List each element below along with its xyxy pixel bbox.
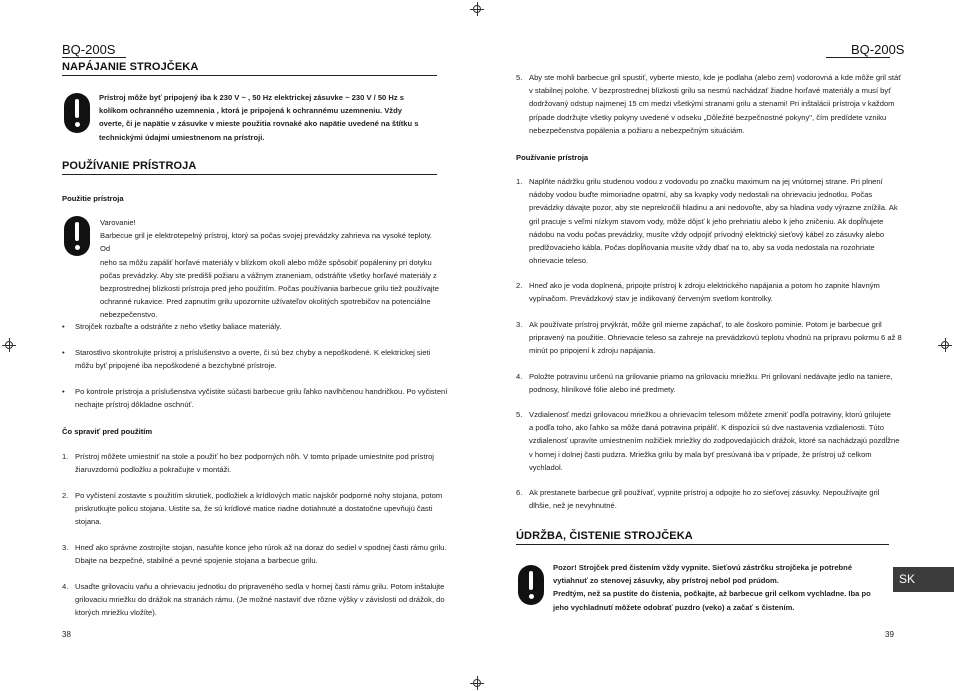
language-tab: SK xyxy=(893,567,954,592)
page-number: 38 xyxy=(62,630,71,639)
item-marker: • xyxy=(62,387,65,396)
text-line: stojana. xyxy=(75,517,102,527)
item-marker: • xyxy=(62,348,65,357)
item-body xyxy=(529,370,909,396)
text-line: Predtým, než sa pustíte do čistenia, počkajte, až barbecue gril celkom vychladne. Iba po xyxy=(553,589,871,599)
text-line: predlžovacieho kábla. Počas dopĺňovania musíte vždy dbať na to, aby sa voda nedostala na rozohriate xyxy=(529,243,875,253)
text-line: neho sa môžu zapáliť horľavé materiály v blízkom okolí alebo môže spôsobiť popáleniny pri dotyku xyxy=(100,257,432,267)
item-body xyxy=(75,320,455,333)
text-line: dlhšie, než je nevyhnutné. xyxy=(529,501,617,511)
text-line: Vzdialenosť medzi grilovacou mriežkou a ohrievacím telesom môžete zmeniť podľa potraviny, ktorú grilujete xyxy=(529,410,891,419)
text-line: žiaruvzdornú podložku a pokračujte v montáži. xyxy=(75,465,232,475)
text-line: Starostlivo skontrolujte prístroj a príslušenstvo a overte, či sú bez chyby a nepoškodené. K elektrickej sieti xyxy=(75,348,431,357)
item-body xyxy=(529,175,909,267)
item-body xyxy=(529,408,909,474)
text-line: nebezpečenstvo. xyxy=(100,310,158,320)
text-line: Hneď ako správne zostrojíte stojan, nasuňte konce jeho rúrok až na doraz do sediel v spodnej časti rámu grilu. xyxy=(75,543,447,552)
text-line: Naplňte nádržku grilu studenou vodou z vodovodu po značku maximum na jej vnútornej strane. Pri plnení xyxy=(529,177,883,186)
text-line: Po kontrole prístroja a príslušenstva vyčistite súčasti barbecue grilu ľahko navlhčenou handričkou. Po vyčistení xyxy=(75,387,448,396)
item-marker: 3. xyxy=(516,320,523,329)
section-rule xyxy=(516,544,889,545)
text-line: bezprostrednej blízkosti prístroja pred jeho použitím. Počas používania barbecue grilu tiež používajte xyxy=(100,284,439,294)
step-item xyxy=(62,450,452,476)
model-label: BQ-200S xyxy=(62,42,116,57)
text-line: nechajte prístroj dôkladne oschnúť. xyxy=(75,400,194,410)
bullet-item xyxy=(62,320,452,333)
item-body xyxy=(75,450,455,476)
text-line: v stabilnej polohe. V bezprostrednej blízkosti grilu sa nesmú nachádzať žiadne horľavé materiály a musí byť xyxy=(529,86,892,96)
text-line: vzdialenosť upravíte umiestnením nožičiek mriežky do zodpovedajúcich drážok, ktoré sa nachádzajú pozdĺžne xyxy=(529,436,900,446)
warning-power-text xyxy=(99,91,439,144)
step-item xyxy=(516,71,906,137)
text-line: a podľa toho, ako ľahko sa môže daná potravina pripáliť. K dispozícii sú dve nastavenia vzdialenosti. Túto xyxy=(529,423,884,433)
text-line: grilovaciu mriežku do drážok na stranách rámu. (Je možné nastaviť dve rôzne výšky v závislosti od drážok, do xyxy=(75,595,445,605)
text-line: nebezpečenstva popálenia a požiaru a nebezpečným situáciám. xyxy=(529,125,745,135)
text-line: Prístroj môže byť pripojený iba k 230 V ~ , 50 Hz elektrickej zásuvke ~ 230 V / 50 Hz s xyxy=(99,93,405,102)
section-title-usage: POUŽÍVANIE PRÍSTROJA xyxy=(62,160,197,172)
text-line: overte, či je napätie v zásuvke v mieste použitia rovnaké ako napätie uvedené na štítku s xyxy=(99,119,419,129)
text-line: ohrievacie teleso. xyxy=(529,256,589,266)
item-marker: 5. xyxy=(516,73,523,82)
text-line: v hornej i dolnej časti pudzra. Mriežka grilu by mala byť presúvaná iba v prípade, že prístroj už celkom xyxy=(529,449,872,459)
warning-usage-text xyxy=(100,216,440,322)
item-marker: 4. xyxy=(62,582,69,591)
text-line: Usaďte grilovaciu vaňu a ohrievaciu jednotku do pripraveného sedla v hornej časti rámu grilu. Potom inštalujte xyxy=(75,582,445,591)
text-line: Ak používate prístroj prvýkrát, môže gril mierne zapáchať, to ale čoskoro pominie. Potom je barbecue gril xyxy=(529,320,882,329)
step-item xyxy=(62,489,452,529)
item-marker: 1. xyxy=(62,452,69,461)
subheading-usage: Používanie prístroja xyxy=(516,153,589,162)
section-title-maintenance: ÚDRŽBA, ČISTENIE STROJČEKA xyxy=(516,530,693,542)
text-line: nádobu na vodu počas prevádzky, musíte vždy odpojiť prívodný elektrický sieťový kábel zo zásuvky alebo xyxy=(529,229,885,239)
text-line: minút po pripojení k zdroju napájania. xyxy=(529,346,656,356)
text-line: prevádzky dávajte pozor, aby ste neprekročili hladinu a ani nedovoľte, aby sa hladina vody výrazne znížila. Ak xyxy=(529,203,898,213)
item-body xyxy=(75,541,455,567)
warning-cleaning-text xyxy=(553,561,893,614)
text-line: nádoby vodou buďte mimoriadne opatrní, aby sa kvapky vody nedostali na ohrievaciu jednotku. Počas xyxy=(529,190,873,200)
step-item xyxy=(62,580,452,620)
item-marker: 2. xyxy=(516,281,523,290)
text-line: podnosy, hliníkové fólie alebo iné predmety. xyxy=(529,385,676,395)
item-body xyxy=(75,385,455,411)
step-item xyxy=(516,279,906,305)
text-line: kolíkom ochranného uzemnenia , ktorá je pripojená k ochrannému uzemneniu. Vždy xyxy=(99,106,402,116)
item-marker: 3. xyxy=(62,543,69,552)
text-line: Dbajte na bezpečné, stabilné a pevné spojenie stojana a barbecue grilu. xyxy=(75,556,318,566)
model-label: BQ-200S xyxy=(851,42,905,57)
subheading-before-use: Čo spraviť pred použitím xyxy=(62,427,153,436)
text-line: dodržovaný odstup najmenej 15 cm medzi všetkými stranami grilu a stenami! Pri inštalácii prístroja v každom xyxy=(529,99,895,109)
text-line: Barbecue gril je elektrotepelný prístroj, ktorý sa počas svojej prevádzky zahrieva na vysoké teploty. Od xyxy=(100,231,433,254)
warning-icon xyxy=(64,216,90,256)
subheading-use: Použitie prístroja xyxy=(62,194,124,203)
text-line: Položte potravinu určenú na grilovanie priamo na grilovaciu mriežku. Pri grilovaní nedávajte jedlo na taniere, xyxy=(529,372,893,381)
model-underline xyxy=(826,57,890,58)
item-marker: 1. xyxy=(516,177,523,186)
text-line: Aby ste mohli barbecue gril spustiť, vyberte miesto, kde je podlaha (alebo zem) vodorovná a kde môže gril stáť xyxy=(529,73,902,82)
step-item xyxy=(516,408,906,474)
text-line: priskrutkujte policu stojana. Uistite sa, že sú krídlové matice riadne dotiahnuté a dostatočne upevňujú časti xyxy=(75,504,433,514)
step-item xyxy=(516,486,906,512)
text-line: Ak prestanete barbecue gril používať, vypnite prístroj a odpojte ho zo sieťovej zásuvky. Nepoužívajte gril xyxy=(529,488,880,497)
item-body xyxy=(529,279,909,305)
text-line: Pozor! Strojček pred čistením vždy vypnite. Sieťovú zástrčku strojčeka je potrebné xyxy=(553,563,853,572)
text-line: technickými údajmi umiestnenom na prístroji. xyxy=(99,132,265,142)
section-title-power: NAPÁJANIE STROJČEKA xyxy=(62,61,199,73)
text-line: ktorých mriežku vložíte). xyxy=(75,608,157,618)
text-line: vypínačom. Prevádzkový stav je indikovaný červeným svetlom kontrolky. xyxy=(529,294,773,304)
text-line: jeho vychladnutí môžete odobrať puzdro (veko) a začať s čistením. xyxy=(553,602,795,612)
item-body xyxy=(529,486,909,512)
text-line: prípade dodržujte všetky pokyny uvedené v odseku „Dôležité bezpečnostné pokyny", čím predídete vzniku xyxy=(529,112,887,122)
item-body xyxy=(529,71,909,137)
step-item xyxy=(516,370,906,396)
text-line: ochranné rukavice. Pred zapnutím grilu upozornite užívateľov okolitých spotrebičov na potenciálne xyxy=(100,297,431,307)
text-line: počas prevádzky. Aby ste predišli požiaru a vážnym zraneniam, odstráňte všetky horľavé materiály z xyxy=(100,270,437,280)
step-item xyxy=(62,541,452,567)
text-line: gril pracuje s veľmi nízkym stavom vody, môže dôjsť k jeho prehriatiu alebo k jeho zničeniu. Ak dopĺňujete xyxy=(529,216,884,226)
step-item xyxy=(516,318,906,358)
text-line: pripravený na použitie. Ohrievacie teleso sa zahreje na prevádzkovú teplotu vhodnú na prípravu pokrmu 6 až 8 xyxy=(529,333,902,343)
section-rule xyxy=(62,174,437,175)
text-line: vychladol. xyxy=(529,462,563,472)
text-line: Hneď ako je voda doplnená, pripojte prístroj k zdroju elektrického napájania a potom ho zapnite hlavným xyxy=(529,281,880,290)
text-line: Varovanie! xyxy=(100,218,136,227)
item-marker: 5. xyxy=(516,410,523,419)
item-body xyxy=(75,489,455,529)
text-line: vytiahnuť zo stenovej zásuvky, aby prístroj nebol pod prúdom. xyxy=(553,576,779,586)
section-rule xyxy=(62,75,437,76)
item-body xyxy=(75,580,455,620)
item-body xyxy=(75,346,455,372)
text-line: Prístroj môžete umiestniť na stole a použiť ho bez podporných nôh. V tomto prípade umiestnite pod prístroj xyxy=(75,452,434,461)
text-line: môžu byť pripojené iba nepoškodené a bezchybné prístroje. xyxy=(75,361,277,371)
warning-icon xyxy=(518,565,544,605)
bullet-item xyxy=(62,385,452,411)
item-marker: • xyxy=(62,322,65,331)
step-item xyxy=(516,175,906,267)
bullet-item xyxy=(62,346,452,372)
item-marker: 4. xyxy=(516,372,523,381)
text-line: Po vyčistení zostavte s použitím skrutiek, podložiek a krídlových matíc najskôr podporné nohy stojana, potom xyxy=(75,491,443,500)
page-number: 39 xyxy=(885,630,894,639)
item-body xyxy=(529,318,909,358)
item-marker: 2. xyxy=(62,491,69,500)
item-marker: 6. xyxy=(516,488,523,497)
warning-icon xyxy=(64,93,90,133)
model-underline xyxy=(62,57,126,58)
text-line: Strojček rozbaľte a odstráňte z neho všetky baliace materiály. xyxy=(75,322,282,331)
right-page xyxy=(477,0,954,691)
